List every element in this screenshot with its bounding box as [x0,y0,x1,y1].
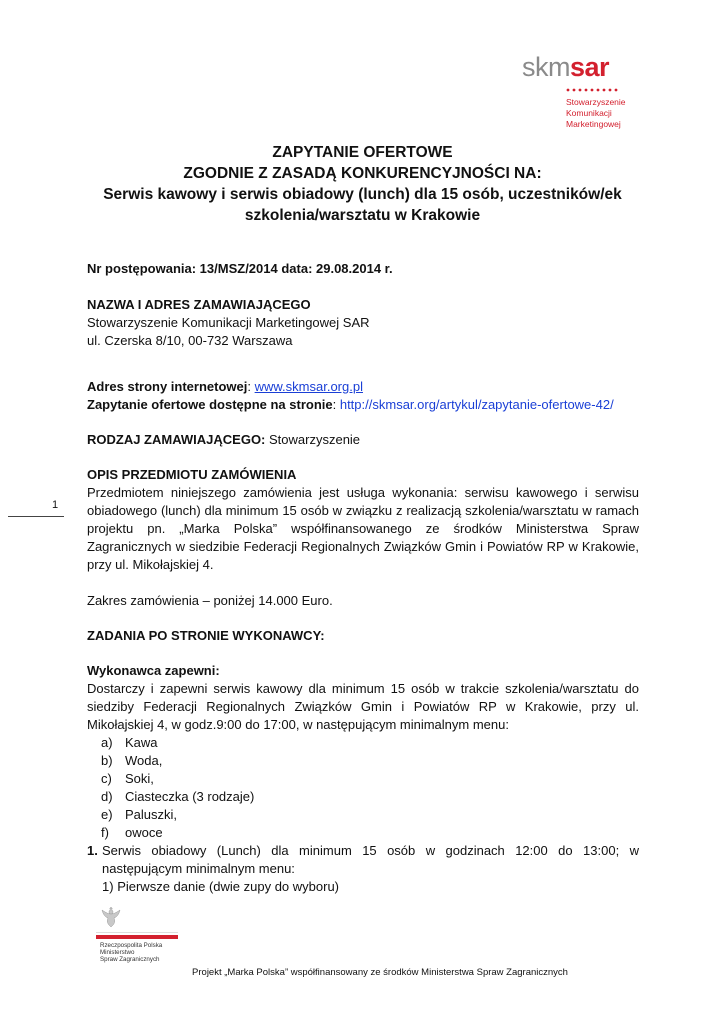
ministry-caption-line: Ministerstwo [100,949,135,956]
orderer-type-label: RODZAJ ZAMAWIAJĄCEGO: [87,432,266,447]
offer-link[interactable]: http://skmsar.org/artykul/zapytanie-ofertowe-42/ [339,397,614,412]
offer-label: Zapytanie ofertowe dostępne na stronie [87,397,333,412]
offer-sep: : [332,397,340,412]
heading-line-1: ZAPYTANIE OFERTOWE [272,144,453,161]
procedure-number: Nr postępowania: 13/MSZ/2014 data: 29.08.2014 r. [87,261,393,276]
list-label: Ciasteczka (3 rodzaje) [125,789,255,804]
logo-sub-line: Komunikacji [566,108,612,118]
tasks-title: ZADANIA PO STRONIE WYKONAWCY: [87,628,325,643]
tasks-section [87,662,639,896]
footer-flag-red [96,935,178,939]
logo-word-red: sar [570,52,610,82]
subject-body: Przedmiotem niniejszego zamówienia jest usługa wykonania: serwisu kawowego i serwisu obiadowego (lunch) dla minimum 15 osób w związku z realizacją szkolenia/warsztatu w ramach projektu pn. „Marka Polska” współfinansowanego ze środków Ministerstwa Spraw Zagranicznych w siedzibie Federacji Regionalnych Związków Gmin i Powiatów RP w Krakowie, przy ul. Mikołajskiej 4. [87,485,639,572]
list-marker: c) [101,771,112,786]
lunch-text: Serwis obiadowy (Lunch) dla minimum 15 osób w godzinach 12:00 do 13:00; w następującym minimalnym menu: [102,843,639,876]
list-marker: a) [101,735,113,750]
lunch-subitem [87,878,639,896]
list-marker: b) [101,753,113,768]
ministry-caption-line: Rzeczpospolita Polska [100,942,163,949]
list-item [87,824,639,842]
list-marker: f) [101,825,109,840]
orderer-title: NAZWA I ADRES ZAMAWIAJĄCEGO [87,297,311,312]
list-marker: d) [101,789,113,804]
skmsar-logo [522,52,609,82]
logo-sub-line: Stowarzyszenie [566,97,626,107]
list-label: Woda, [125,753,163,768]
offer-line [87,396,687,414]
orderer-name: Stowarzyszenie Komunikacji Marketingowej SAR [87,315,370,330]
margin-number: 1 [52,499,59,511]
document-heading [60,142,665,226]
website-label: Adres strony internetowej [87,379,248,394]
list-item [87,770,639,788]
list-label: Kawa [125,735,158,750]
margin-rule [8,516,64,517]
subject-title: OPIS PRZEDMIOTU ZAMÓWIENIA [87,467,297,482]
orderer-type [87,431,639,449]
ministry-caption-line: Spraw Zagranicznych [100,956,160,963]
subject-section [87,466,639,574]
tasks-intro: Dostarczy i zapewni serwis kawowy dla minimum 15 osób w trakcie szkolenia/warsztatu do siedziby Federacji Regionalnych Związków Gmin i Powiatów RP w Krakowie, przy ul. Mikołajskiej 4, w godz.9:00 do 17:00, w następującym minimalnym menu: [87,681,639,732]
footer-text: Projekt „Marka Polska” współfinansowany ze środków Ministerstwa Spraw Zagranicznych [192,967,568,978]
list-item [87,806,639,824]
orderer-address: ul. Czerska 8/10, 00-732 Warszawa [87,333,293,348]
logo-subtitle [566,97,626,130]
orderer-section [87,296,639,350]
website-line [87,378,687,396]
list-label: Paluszki, [125,807,178,822]
lunch-subitem-marker: 1) [102,879,114,894]
list-item [87,752,639,770]
logo-word-gray: skm [522,52,570,82]
logo-dots-icon [566,88,618,92]
lunch-marker: 1. [87,843,98,858]
website-sep: : [247,379,255,394]
list-label: owoce [125,825,163,840]
website-link[interactable]: www.skmsar.org.pl [254,379,363,394]
web-section [87,378,687,414]
list-item [87,788,639,806]
list-item [87,734,639,752]
list-marker: e) [101,807,113,822]
tasks-subtitle: Wykonawca zapewni: [87,663,220,678]
logo-sub-line: Marketingowej [566,119,621,129]
polish-eagle-icon [100,905,122,929]
heading-line-2: ZGODNIE Z ZASADĄ KONKURENCYJNOŚCI NA: [183,165,542,182]
coffee-menu-list [87,734,639,842]
heading-line-4: szkolenia/warsztatu w Krakowie [244,207,481,224]
ministry-caption [100,942,162,963]
list-label: Soki, [125,771,154,786]
heading-line-3: Serwis kawowy i serwis obiadowy (lunch) dla 15 osób, uczestników/ek [103,186,622,203]
scope-text: Zakres zamówienia – poniżej 14.000 Euro. [87,593,333,608]
lunch-subitem-text: Pierwsze danie (dwie zupy do wyboru) [117,879,340,894]
lunch-item [87,842,639,878]
orderer-type-value: Stowarzyszenie [265,432,361,447]
